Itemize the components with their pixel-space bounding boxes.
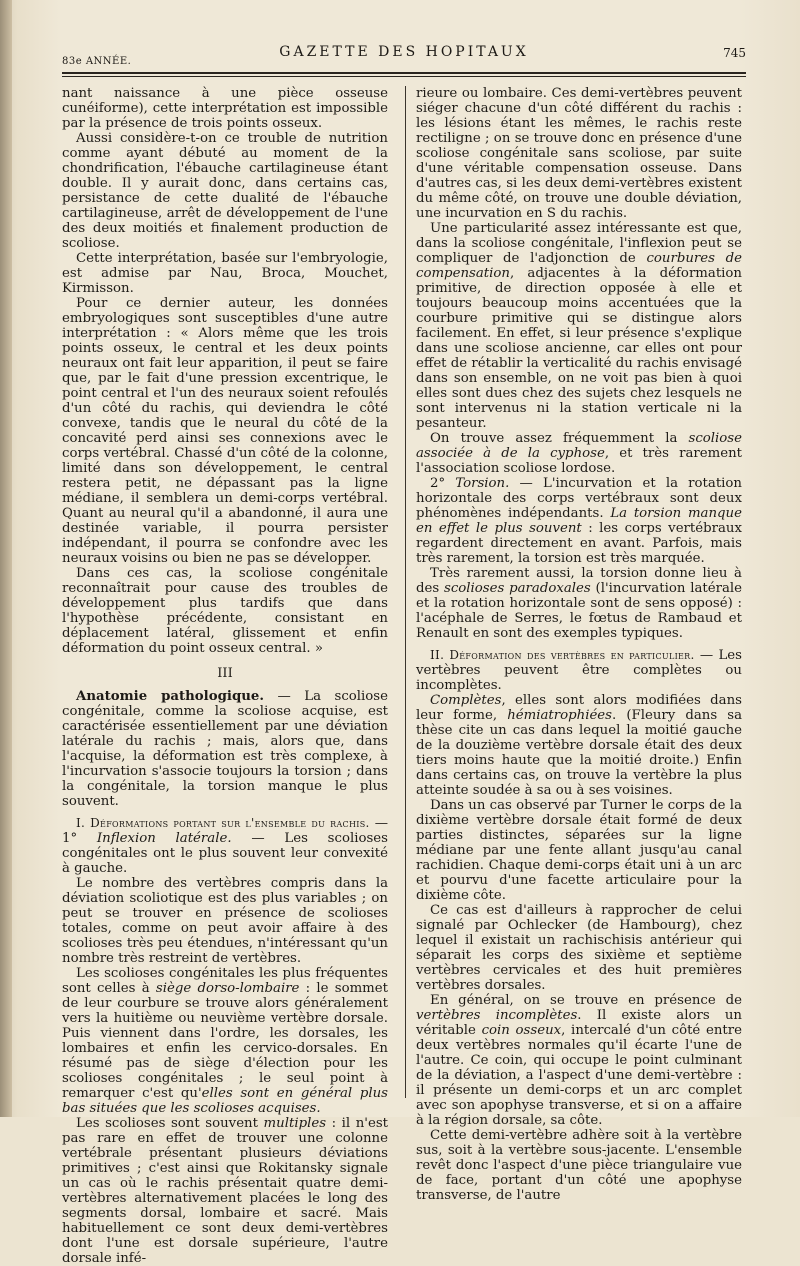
journal-title: GAZETTE DES HOPITAUX <box>279 44 529 60</box>
emphasis: hémiatrophiées <box>507 708 613 723</box>
paragraph <box>416 993 742 1128</box>
left-column <box>62 86 388 1266</box>
paragraph-text: 2° <box>430 476 456 491</box>
paragraph-text: — L'incurvation et la rotation horizontale des corps vertébraux sont deux phénomènes indépendants. <box>416 476 742 521</box>
run-in-heading: Anatomie pathologique. <box>76 689 264 704</box>
paragraph-text: : les corps vertébraux regardent directement en avant. Parfois, mais très rarement, la torsion est très marquée. <box>416 521 742 566</box>
paragraph-text: : le sommet de leur courbure se trouve alors généralement vers la huitième ou neuvième vertèbre dorsale. Puis viennent dans l'ordre, les dorsales, les lombaires et enfin les cervico-dorsales. En résumé pas de siège d'élection pour les scolioses congénitales ; le seul point à remarquer c'est qu' <box>62 981 388 1101</box>
paragraph-text: Très rarement aussi, la torsion donne lieu à des <box>416 566 742 596</box>
paragraph <box>416 648 742 693</box>
header-rule-thin <box>62 76 746 77</box>
paragraph: Dans un cas observé par Turner le corps de la dixième vertèbre dorsale était formé de deux parties distinctes, séparées sur la ligne médiane par une fente allant jusqu'au canal rachidien. Chaque demi-corps était uni à un arc et pourvu d'une facette articulaire pour la dixième côte. <box>416 798 742 903</box>
paragraph-text: En général, on se trouve en présence de <box>430 993 742 1008</box>
run-in-heading: I. Déformations portant sur l'ensemble du rachis. <box>76 816 370 830</box>
paragraph-text: Les scolioses congénitales les plus fréquentes sont celles à <box>62 966 388 996</box>
paragraph-text: , intercalé d'un côté entre deux vertèbres normales qu'il écarte l'une de l'autre. Ce coin, qui occupe le point culminant de la déviation, a l'aspect d'une demi-vertèbre : il présente un demi-corps et un arc complet avec son apophyse transverse, et si on a affaire à la région dorsale, sa côte. <box>416 1023 742 1128</box>
paragraph-text: — 1° <box>62 816 389 846</box>
paragraph <box>416 566 742 641</box>
paragraph <box>62 966 388 1116</box>
paragraph-text: Une particularité assez intéressante est que, dans la scoliose congénitale, l'inflexion peut se compliquer de l'adjonction de <box>416 221 742 266</box>
paragraph: Pour ce dernier auteur, les données embryologiques sont susceptibles d'une autre interprétation : « Alors même que les trois points osseux, le central et les deux points neuraux ont fait leur apparition, il peut se faire que, par le fait d'une pression excentrique, le point central et l'un des neuraux soient refoulés d'un côté du rachis, qui deviendra le côté convexe, tandis que le neural du côté de la concavité perd ainsi ses connexions avec le corps vertébral. Chassé d'un côté de la colonne, limité dans son développement, le central restera petit, ne dépassant pas la ligne médiane, il semblera un demi-corps vertébral. Quant au neural qu'il a abandonné, il aura une destinée variable, il pourra persister indépendant, il pourra se confondre avec les neuraux voisins ou bien ne pas se développer. <box>62 296 388 566</box>
run-in-heading: II. Déformation des vertèbres en particulier. <box>430 648 695 662</box>
paragraph: rieure ou lombaire. Ces demi-vertèbres peuvent siéger chacune d'un côté différent du rachis : les lésions étant les mêmes, le rachis reste rectiligne ; on se trouve donc en présence d'une scoliose congénitale sans scoliose, par suite d'une véritable compensation osseuse. Dans d'autres cas, si les deux demi-vertèbres existent du même côté, on trouve une double déviation, une incurvation en S du rachis. <box>416 86 742 221</box>
paragraph <box>416 693 742 798</box>
paragraph-text: — La scoliose congénitale, comme la scoliose acquise, est caractérisée essentiellement par une déviation latérale du rachis ; mais, alors que, dans l'acquise, la déformation est très complexe, à l'incurvation s'associe toujours la torsion ; dans la congénitale, la torsion manque le plus souvent. <box>62 689 388 809</box>
paragraph: Dans ces cas, la scoliose congénitale reconnaîtrait pour cause des troubles de développement plus tardifs que dans l'hypothèse précédente, consistant en déplacement latéral, glissement et enfin déformation du point osseux central. » <box>62 566 388 656</box>
page-number: 745 <box>723 46 746 60</box>
emphasis: elles sont en général plus bas situées que les scolioses acquises. <box>62 1086 388 1116</box>
header-rule <box>62 72 746 74</box>
paragraph: Le nombre des vertèbres compris dans la déviation scoliotique est des plus variables ; on peut se trouver en présence de scolioses totales, comme on peut avoir affaire à des scolioses très peu étendues, n'intéressant qu'un nombre très restreint de vertèbres. <box>62 876 388 966</box>
page-header <box>62 42 746 70</box>
issue-year: 83e ANNÉE. <box>62 56 132 67</box>
paragraph <box>62 689 388 809</box>
section-number: III <box>217 666 233 681</box>
paragraph-text: (l'incurvation latérale et la rotation horizontale sont de sens opposé) : l'acéphale de Serres, le fœtus de Rambaud et Renault en sont des exemples typiques. <box>416 581 742 641</box>
emphasis: multiples <box>263 1116 327 1131</box>
emphasis: La torsion manque en effet le plus souvent <box>416 506 742 536</box>
paragraph: Ce cas est d'ailleurs à rapprocher de celui signalé par Ochlecker (de Hambourg), chez lequel il existait un rachischisis antérieur qui séparait les corps des sixième et septième vertèbres cervicales et des huit premières vertèbres dorsales. <box>416 903 742 993</box>
paragraph <box>62 1116 388 1266</box>
column-divider <box>405 86 406 1098</box>
emphasis: scoliose associée à de la cyphose <box>416 431 742 461</box>
paragraph <box>416 476 742 566</box>
right-column <box>416 86 742 1203</box>
emphasis: Torsion. <box>455 476 510 491</box>
paragraph: nant naissance à une pièce osseuse cunéiforme), cette interprétation est impossible par la présence de trois points osseux. <box>62 86 388 131</box>
paragraph-text: . (Fleury dans sa thèse cite un cas dans lequel la moitié gauche de la douzième vertèbre dorsale était des deux tiers moins haute que la moitié droite.) Enfin dans certains cas, on trouve la vertèbre la plus atteinte soudée à sa ou à ses voisines. <box>416 708 743 798</box>
paragraph <box>416 431 742 476</box>
paragraph-text: , elles sont alors modifiées dans leur forme, <box>416 693 742 723</box>
emphasis: Complètes <box>430 693 502 708</box>
emphasis: siège dorso-lombaire <box>155 981 300 996</box>
emphasis: Inflexion latérale. <box>96 831 232 846</box>
paragraph-text: Les scolioses sont souvent <box>76 1116 264 1131</box>
paragraph <box>62 816 388 876</box>
paragraph-text: : il n'est pas rare en effet de trouver une colonne vertébrale présentant plusieurs déviations primitives ; c'est ainsi que Rokitansky signale un cas où le rachis présentait quatre demi-vertèbres alternativement placées le long des segments dorsal, lombaire et sacré. Mais habituellement ce sont deux demi-vertèbres dont l'une est dorsale supérieure, l'autre dorsale infé- <box>62 1116 388 1266</box>
paragraph-text: , adjacentes à la déformation primitive, de direction opposée à elle et toujours beaucoup moins accentuées que la courbure primitive qui se distingue alors facilement. En effet, si leur présence s'explique dans une scoliose ancienne, car elles ont pour effet de rétablir la verticalité du rachis envisagé dans son ensemble, on ne voit pas bien à quoi elles sont dues chez des sujets chez lesquels ne sont intervenus ni la station verticale ni la pesanteur. <box>416 266 742 431</box>
emphasis: coin osseux <box>481 1023 562 1038</box>
paragraph-text: . Il existe alors un véritable <box>416 1008 742 1038</box>
paragraph: Aussi considère-t-on ce trouble de nutrition comme ayant débuté au moment de la chondrification, l'ébauche cartilagineuse étant double. Il y aurait donc, dans certains cas, persistance de cette dualité de l'ébauche cartilagineuse, arrêt de développement de l'une des deux moitiés et finalement production de scoliose. <box>62 131 388 251</box>
emphasis: courbures de compensation <box>416 251 742 281</box>
emphasis: scolioses paradoxales <box>444 581 591 596</box>
paragraph-text: — Les vertèbres peuvent être complètes ou incomplètes. <box>416 648 742 693</box>
emphasis: vertèbres incomplètes <box>416 1008 578 1023</box>
paragraph: Cette interprétation, basée sur l'embryologie, est admise par Nau, Broca, Mouchet, Kirmisson. <box>62 251 388 296</box>
paragraph <box>416 221 742 431</box>
paragraph-text: On trouve assez fréquemment la <box>430 431 689 446</box>
paragraph-text: — Les scolioses congénitales ont le plus souvent leur convexité à gauche. <box>62 831 388 876</box>
paragraph: Cette demi-vertèbre adhère soit à la vertèbre sus, soit à la vertèbre sous-jacente. L'ensemble revêt donc l'aspect d'une pièce triangulaire vue de face, portant d'un côté une apophyse transverse, de l'autre <box>416 1128 742 1203</box>
paragraph-text: , et très rarement l'association scoliose lordose. <box>416 446 742 476</box>
page-binding-edge <box>0 0 12 1117</box>
